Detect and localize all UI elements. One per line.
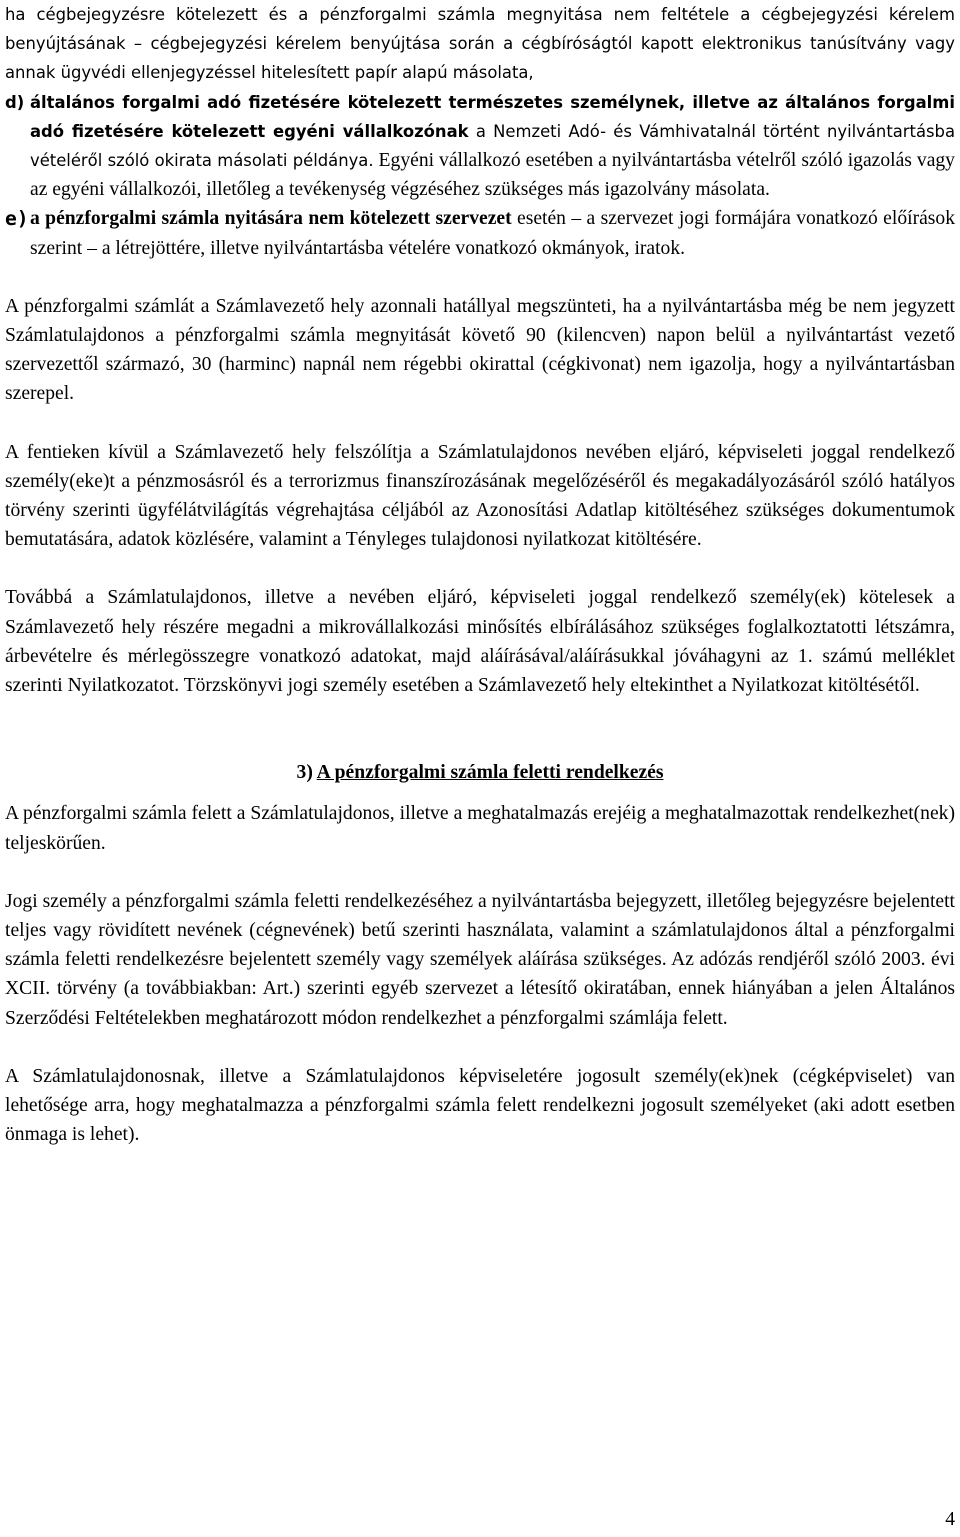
list-marker-e: e): [5, 207, 29, 231]
section-number: 3): [296, 762, 313, 784]
paragraph-1: A pénzforgalmi számlát a Számlavezető hely azonnali hatállyal megszünteti, ha a nyilvántartásba még be nem jegyzett Számlatulajdonos a pénzforgalmi számla megnyitását követő 90 (kilencven) napon belül a nyilvántartást vezető szervezettől származó, 30 (harminc) napnál nem régebbi okirattal (cégkivonat) nem igazolja, hogy a nyilvántartásban szerepel.: [5, 295, 955, 405]
list-item-d-serif: Egyéni vállalkozó esetében a nyilvántartásba vételről szóló igazolás vagy az egyéni vállalkozói, illetőleg a tevékenység végzéséhez szükséges más igazolvány másolata.: [30, 150, 955, 201]
paragraph-3: Továbbá a Számlatulajdonos, illetve a nevében eljáró, képviseleti joggal rendelkező személy(ek) kötelesek a Számlavezető hely részére megadni a mikrovállalkozási minősítés elbírálásához szükséges foglalkoztatotti létszámra, árbevételre és mérlegösszegre vonatkozó adatokat, majd aláírásával/aláírásukkal jóváhagyni az 1. számú melléklet szerinti Nyilatkozatot. Törzskönyvi jogi személy esetében a Számlavezető hely eltekinthet a Nyilatkozat kitöltésétől.: [5, 587, 955, 697]
list-item-d-normal: a Nemzeti Adó- és Vámhivatalnál történt nyilvántartásba vételéről szóló okirata másolati példánya.: [30, 121, 955, 171]
list-marker-d: d): [5, 92, 25, 112]
paragraph-5: Jogi személy a pénzforgalmi számla feletti rendelkezéséhez a nyilvántartásba bejegyzett, illetőleg bejegyzésre bejelentett teljes vagy rövidített nevének (cégnevének) betű szerinti használata, valamint a számlatulajdonos által a pénzforgalmi számla feletti rendelkezésre bejelentett személy vagy személyek aláírása szükséges. Az adózás rendjéről szóló 2003. évi XCII. törvény (a továbbiakban: Art.) szerinti egyéb szervezet a létesítő okiratában, ennek hiányában a jelen Általános Szerződési Feltételekben meghatározott módon rendelkezhet a pénzforgalmi számlája felett.: [5, 890, 955, 1029]
list-item-e-text: [30, 204, 955, 262]
list-item-d: [5, 88, 955, 205]
page-number: 4: [945, 1509, 955, 1530]
list-item-e-bold: a pénzforgalmi számla nyitására nem kötelezett szervezet: [30, 208, 512, 230]
paragraph-6: A Számlatulajdonosnak, illetve a Számlatulajdonos képviseletére jogosult személy(ek)nek (cégképviselet) van lehetősége arra, hogy meghatalmazza a pénzforgalmi számla felett rendelkezni jogosult személyeket (aki adott esetben önmaga is lehet).: [5, 1065, 955, 1146]
list-item-e: [5, 204, 955, 262]
paragraph-4: A pénzforgalmi számla felett a Számlatulajdonos, illetve a meghatalmazás erejéig a meghatalmazottak rendelkezhet(nek) teljeskörűen.: [5, 803, 955, 854]
list-item-e-normal: esetén – a szervezet jogi formájára vonatkozó előírások szerint – a létrejöttére, illetve nyilvántartásba vételére vonatkozó okmányok, iratok.: [30, 208, 956, 259]
section-heading: [5, 758, 955, 787]
document-page: [5, 0, 955, 1150]
list-item-d-text: [30, 88, 955, 205]
section-title: A pénzforgalmi számla feletti rendelkezés: [316, 762, 664, 784]
intro-fragment: ha cégbejegyzésre kötelezett és a pénzforgalmi számla megnyitása nem feltétele a cégbejegyzési kérelem benyújtásának – cégbejegyzési kérelem benyújtása során a cégbíróságtól kapott elektronikus tanúsítvány vagy annak ügyvédi ellenjegyzéssel hitelesített papír alapú másolata,: [5, 5, 955, 83]
list-item-d-bold: általános forgalmi adó fizetésére kötelezett természetes személynek, illetve az általános forgalmi adó fizetésére kötelezett egyéni vállalkozónak: [30, 92, 955, 141]
paragraph-2: A fentieken kívül a Számlavezető hely felszólítja a Számlatulajdonos nevében eljáró, képviseleti joggal rendelkező személy(eke)t a pénzmosásról és a terrorizmus finanszírozásának megelőzéséről és megakadályozásáról szóló hatályos törvény szerinti ügyfélátvilágítás végrehajtása céljából az Azonosítási Adatlap kitöltéséhez szükséges dokumentumok bemutatására, adatok közlésére, valamint a Tényleges tulajdonosi nyilatkozat kitöltésére.: [5, 441, 955, 551]
